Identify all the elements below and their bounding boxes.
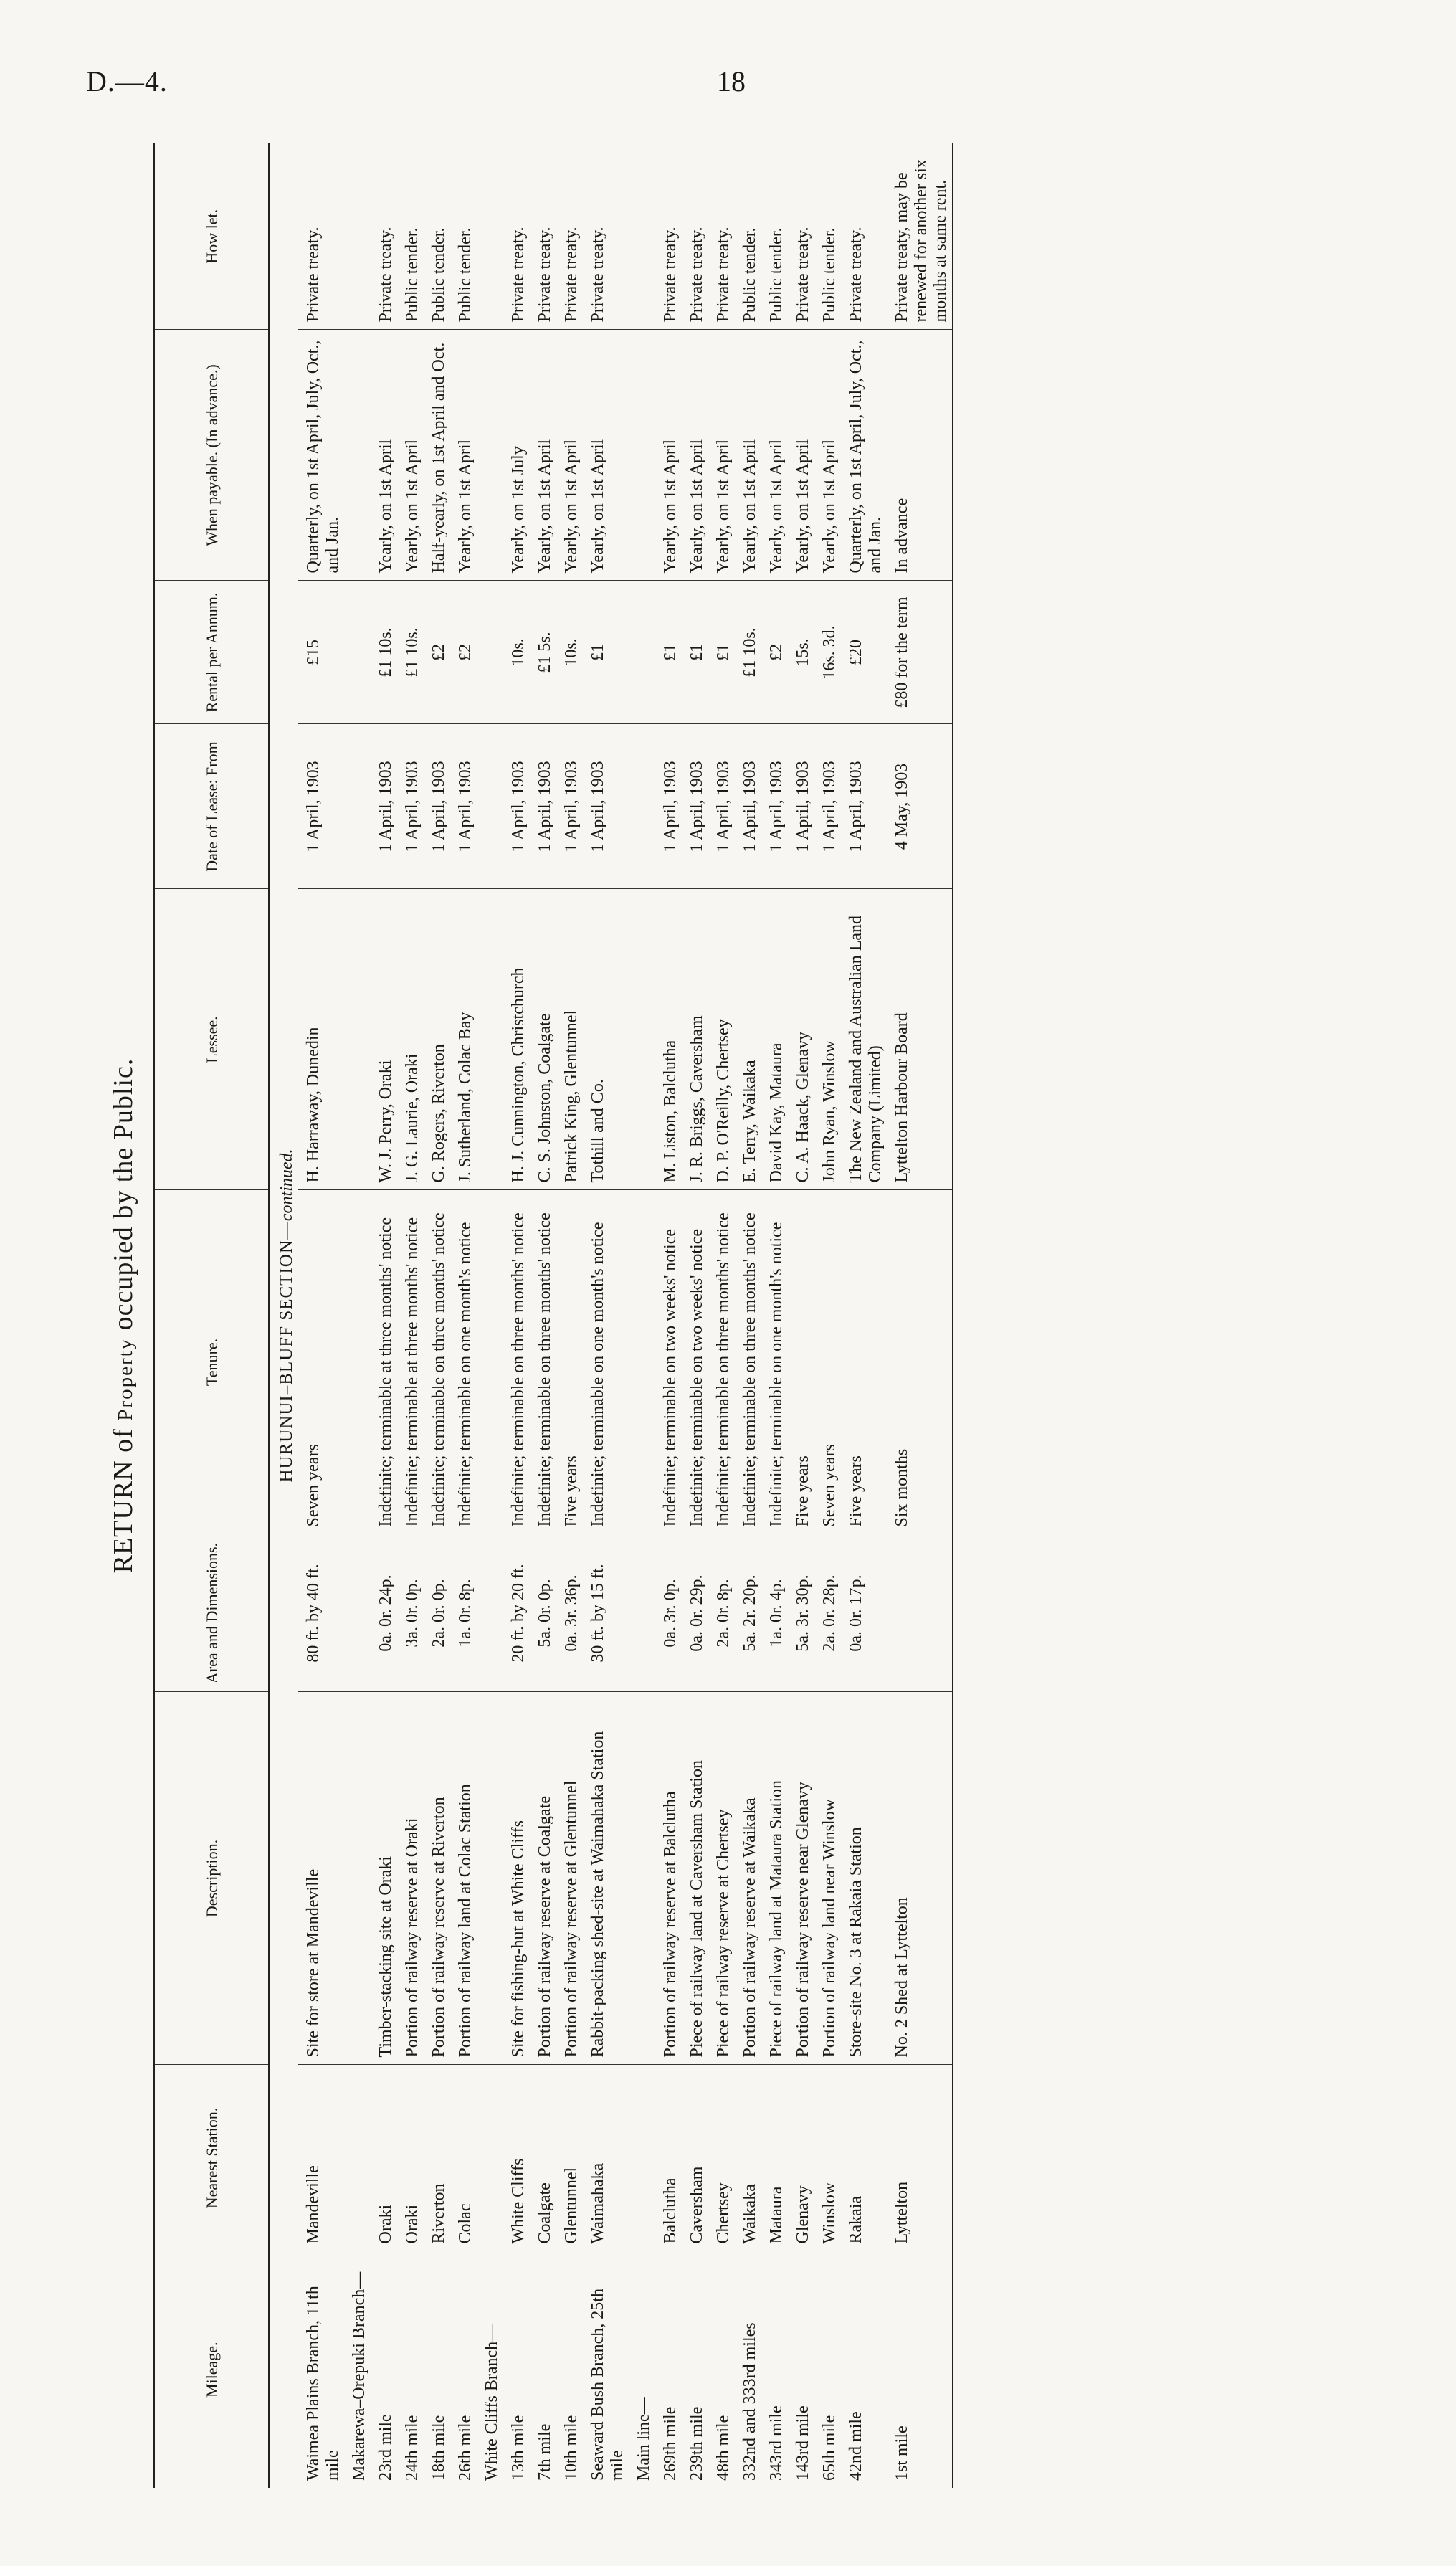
cell-nearest-station: Coalgate bbox=[530, 2065, 556, 2251]
cell-area: 0a. 0r. 17p. bbox=[841, 1534, 887, 1692]
table-row bbox=[556, 143, 583, 2488]
cell-tenure bbox=[477, 1190, 503, 1534]
cell-description bbox=[477, 1692, 503, 2065]
cell-tenure: Indefinite; terminable on two weeks' notice bbox=[655, 1190, 682, 1534]
header-mileage: Mileage. bbox=[154, 2251, 269, 2488]
cell-area: 5a. 2r. 20p. bbox=[735, 1534, 761, 1692]
cell-tenure: Five years bbox=[556, 1190, 583, 1534]
property-table bbox=[153, 143, 953, 2488]
cell-description: Portion of railway reserve at Waikaka bbox=[735, 1692, 761, 2065]
page-number: 18 bbox=[717, 65, 746, 98]
cell-lessee: G. Rogers, Riverton bbox=[424, 889, 450, 1190]
cell-nearest-station: Balclutha bbox=[655, 2065, 682, 2251]
cell-nearest-station: Glenavy bbox=[788, 2065, 814, 2251]
cell-lessee: H. Harraway, Dunedin bbox=[298, 889, 344, 1190]
cell-area: 80 ft. by 40 ft. bbox=[298, 1534, 344, 1692]
title-prefix: RETURN of bbox=[108, 1420, 138, 1574]
header-row bbox=[154, 143, 269, 2488]
cell-nearest-station: Winslow bbox=[814, 2065, 841, 2251]
cell-tenure: Indefinite; terminable on two weeks' notice bbox=[682, 1190, 708, 1534]
cell-nearest-station: Riverton bbox=[424, 2065, 450, 2251]
table-row bbox=[450, 143, 477, 2488]
cell-lessee: J. G. Laurie, Oraki bbox=[397, 889, 424, 1190]
cell-lessee: H. J. Cunnington, Christchurch bbox=[503, 889, 530, 1190]
cell-area: 1a. 0r. 4p. bbox=[761, 1534, 788, 1692]
cell-description: No. 2 Shed at Lyttelton bbox=[887, 1692, 953, 2065]
cell-mileage: Waimea Plains Branch, 11th mile bbox=[304, 2286, 342, 2481]
cell-nearest-station: Chertsey bbox=[708, 2065, 735, 2251]
cell-date-of-lease: 1 April, 1903 bbox=[761, 724, 788, 889]
title-emphasis: Property bbox=[114, 1337, 137, 1421]
cell-description: Store-site No. 3 at Rakaia Station bbox=[841, 1692, 887, 2065]
section-heading bbox=[269, 143, 298, 2488]
cell-date-of-lease: 1 April, 1903 bbox=[298, 724, 344, 889]
section-name: HURUNUI–BLUFF SECTION— bbox=[277, 1221, 296, 1483]
cell-when-payable bbox=[344, 330, 371, 581]
cell-rental: £1 10s. bbox=[735, 581, 761, 724]
cell-how-let: Private treaty. bbox=[583, 143, 629, 330]
cell-when-payable: Yearly, on 1st July bbox=[503, 330, 530, 581]
cell-description: Portion of railway reserve at Riverton bbox=[424, 1692, 450, 2065]
cell-lessee: W. J. Perry, Oraki bbox=[371, 889, 397, 1190]
cell-date-of-lease: 1 April, 1903 bbox=[708, 724, 735, 889]
header-tenure: Tenure. bbox=[154, 1190, 269, 1534]
cell-lessee: The New Zealand and Australian Land Company (Limited) bbox=[841, 889, 887, 1190]
cell-area: 5a. 0r. 0p. bbox=[530, 1534, 556, 1692]
cell-nearest-station: Mandeville bbox=[298, 2065, 344, 2251]
table-row bbox=[629, 143, 655, 2488]
document-title bbox=[93, 143, 153, 2488]
cell-how-let bbox=[477, 143, 503, 330]
cell-tenure: Indefinite; terminable on three months' notice bbox=[735, 1190, 761, 1534]
cell-nearest-station: Waimahaka bbox=[583, 2065, 629, 2251]
cell-area bbox=[629, 1534, 655, 1692]
cell-date-of-lease: 1 April, 1903 bbox=[371, 724, 397, 889]
cell-mileage: 332nd and 333rd miles bbox=[741, 2322, 759, 2481]
cell-rental: £1 bbox=[682, 581, 708, 724]
cell-rental bbox=[477, 581, 503, 724]
cell-rental bbox=[629, 581, 655, 724]
cell-how-let: Private treaty. bbox=[371, 143, 397, 330]
cell-how-let: Public tender. bbox=[450, 143, 477, 330]
cell-when-payable: In advance bbox=[887, 330, 953, 581]
table-row bbox=[887, 143, 953, 2488]
cell-how-let: Private treaty, may be renewed for another six months at same rent. bbox=[887, 143, 953, 330]
cell-description: Portion of railway land near Winslow bbox=[814, 1692, 841, 2065]
cell-area: 30 ft. by 15 ft. bbox=[583, 1534, 629, 1692]
cell-tenure: Indefinite; terminable at three months' notice bbox=[371, 1190, 397, 1534]
cell-mileage: 24th mile bbox=[403, 2415, 422, 2481]
cell-how-let: Private treaty. bbox=[788, 143, 814, 330]
cell-description: Piece of railway reserve at Chertsey bbox=[708, 1692, 735, 2065]
page-reference: D.—4. bbox=[86, 65, 168, 98]
cell-mileage: 239th mile bbox=[687, 2406, 706, 2481]
cell-when-payable bbox=[477, 330, 503, 581]
table-row bbox=[503, 143, 530, 2488]
cell-tenure: Indefinite; terminable at three months' notice bbox=[397, 1190, 424, 1534]
cell-tenure: Seven years bbox=[298, 1190, 344, 1534]
cell-description: Timber-stacking site at Oraki bbox=[371, 1692, 397, 2065]
cell-tenure: Five years bbox=[788, 1190, 814, 1534]
cell-lessee: C. A. Haack, Glenavy bbox=[788, 889, 814, 1190]
table-row bbox=[788, 143, 814, 2488]
table-row bbox=[682, 143, 708, 2488]
cell-date-of-lease: 1 April, 1903 bbox=[503, 724, 530, 889]
cell-when-payable: Yearly, on 1st April bbox=[397, 330, 424, 581]
cell-how-let: Private treaty. bbox=[556, 143, 583, 330]
cell-rental: £20 bbox=[841, 581, 887, 724]
cell-how-let: Public tender. bbox=[424, 143, 450, 330]
header-lessee: Lessee. bbox=[154, 889, 269, 1190]
cell-nearest-station: Caversham bbox=[682, 2065, 708, 2251]
cell-when-payable: Yearly, on 1st April bbox=[788, 330, 814, 581]
cell-mileage: 343rd mile bbox=[767, 2405, 786, 2481]
cell-date-of-lease: 1 April, 1903 bbox=[682, 724, 708, 889]
table-row bbox=[530, 143, 556, 2488]
cell-how-let: Public tender. bbox=[761, 143, 788, 330]
header-date-of-lease: Date of Lease: From bbox=[154, 724, 269, 889]
cell-mileage: 7th mile bbox=[536, 2423, 554, 2481]
cell-nearest-station: Waikaka bbox=[735, 2065, 761, 2251]
cell-nearest-station: White Cliffs bbox=[503, 2065, 530, 2251]
cell-mileage: 143rd mile bbox=[794, 2405, 812, 2481]
cell-description: Portion of railway reserve near Glenavy bbox=[788, 1692, 814, 2065]
table-row bbox=[371, 143, 397, 2488]
cell-date-of-lease: 1 April, 1903 bbox=[788, 724, 814, 889]
cell-rental: £1 bbox=[583, 581, 629, 724]
cell-date-of-lease: 1 April, 1903 bbox=[735, 724, 761, 889]
cell-when-payable: Yearly, on 1st April bbox=[708, 330, 735, 581]
cell-date-of-lease bbox=[477, 724, 503, 889]
cell-lessee: D. P. O'Reilly, Chertsey bbox=[708, 889, 735, 1190]
cell-lessee: C. S. Johnston, Coalgate bbox=[530, 889, 556, 1190]
cell-lessee: Patrick King, Glentunnel bbox=[556, 889, 583, 1190]
cell-description: Portion of railway reserve at Coalgate bbox=[530, 1692, 556, 2065]
cell-nearest-station: Rakaia bbox=[841, 2065, 887, 2251]
cell-date-of-lease: 1 April, 1903 bbox=[397, 724, 424, 889]
cell-tenure: Indefinite; terminable on one month's notice bbox=[761, 1190, 788, 1534]
cell-date-of-lease: 1 April, 1903 bbox=[814, 724, 841, 889]
table-row bbox=[814, 143, 841, 2488]
cell-how-let bbox=[344, 143, 371, 330]
cell-nearest-station: Oraki bbox=[371, 2065, 397, 2251]
cell-mileage: 48th mile bbox=[714, 2415, 733, 2481]
table-row bbox=[708, 143, 735, 2488]
cell-area: 0a. 3r. 36p. bbox=[556, 1534, 583, 1692]
cell-lessee: E. Terry, Waikaka bbox=[735, 889, 761, 1190]
cell-when-payable: Yearly, on 1st April bbox=[556, 330, 583, 581]
cell-rental: £1 5s. bbox=[530, 581, 556, 724]
cell-date-of-lease: 1 April, 1903 bbox=[841, 724, 887, 889]
cell-nearest-station: Glentunnel bbox=[556, 2065, 583, 2251]
cell-how-let: Private treaty. bbox=[655, 143, 682, 330]
cell-area: 20 ft. by 20 ft. bbox=[503, 1534, 530, 1692]
cell-rental: £2 bbox=[424, 581, 450, 724]
cell-mileage: 26th mile bbox=[456, 2415, 475, 2481]
cell-mileage: 13th mile bbox=[509, 2415, 528, 2481]
title-suffix: occupied by the Public. bbox=[108, 1058, 138, 1338]
table-row bbox=[397, 143, 424, 2488]
table-row bbox=[424, 143, 450, 2488]
cell-how-let: Public tender. bbox=[735, 143, 761, 330]
cell-area: 2a. 0r. 8p. bbox=[708, 1534, 735, 1692]
cell-description: Portion of railway reserve at Glentunnel bbox=[556, 1692, 583, 2065]
cell-area bbox=[344, 1534, 371, 1692]
cell-how-let: Private treaty. bbox=[503, 143, 530, 330]
cell-date-of-lease: 1 April, 1903 bbox=[424, 724, 450, 889]
cell-tenure: Indefinite; terminable on three months' notice bbox=[424, 1190, 450, 1534]
header-description: Description. bbox=[154, 1692, 269, 2065]
cell-mileage: 42nd mile bbox=[847, 2411, 865, 2481]
table-row bbox=[655, 143, 682, 2488]
cell-mileage: 18th mile bbox=[429, 2415, 448, 2481]
cell-description: Piece of railway land at Caversham Station bbox=[682, 1692, 708, 2065]
cell-when-payable: Yearly, on 1st April bbox=[814, 330, 841, 581]
cell-rental: £1 bbox=[655, 581, 682, 724]
cell-mileage: 269th mile bbox=[661, 2406, 680, 2481]
cell-description: Rabbit-packing shed-site at Waimahaka Station bbox=[583, 1692, 629, 2065]
cell-when-payable: Yearly, on 1st April bbox=[735, 330, 761, 581]
cell-tenure: Indefinite; terminable on three months' notice bbox=[530, 1190, 556, 1534]
cell-rental bbox=[344, 581, 371, 724]
cell-lessee: J. R. Briggs, Caversham bbox=[682, 889, 708, 1190]
cell-description: Piece of railway land at Mataura Station bbox=[761, 1692, 788, 2065]
header-area: Area and Dimensions. bbox=[154, 1534, 269, 1692]
cell-description: Portion of railway reserve at Oraki bbox=[397, 1692, 424, 2065]
cell-area: 2a. 0r. 0p. bbox=[424, 1534, 450, 1692]
cell-when-payable: Yearly, on 1st April bbox=[655, 330, 682, 581]
cell-when-payable: Half-yearly, on 1st April and Oct. bbox=[424, 330, 450, 581]
cell-area: 0a. 3r. 0p. bbox=[655, 1534, 682, 1692]
cell-date-of-lease: 1 April, 1903 bbox=[450, 724, 477, 889]
cell-description bbox=[629, 1692, 655, 2065]
cell-mileage: Makarewa–Orepuki Branch— bbox=[350, 2271, 368, 2481]
cell-nearest-station bbox=[629, 2065, 655, 2251]
cell-date-of-lease: 1 April, 1903 bbox=[583, 724, 629, 889]
cell-lessee: Lyttelton Harbour Board bbox=[887, 889, 953, 1190]
cell-when-payable: Yearly, on 1st April bbox=[583, 330, 629, 581]
cell-nearest-station: Mataura bbox=[761, 2065, 788, 2251]
cell-how-let: Private treaty. bbox=[298, 143, 344, 330]
cell-tenure: Six months bbox=[887, 1190, 953, 1534]
cell-rental: £2 bbox=[761, 581, 788, 724]
cell-area: 0a. 0r. 29p. bbox=[682, 1534, 708, 1692]
cell-tenure: Indefinite; terminable on three months' notice bbox=[503, 1190, 530, 1534]
cell-area: 0a. 0r. 24p. bbox=[371, 1534, 397, 1692]
cell-tenure: Indefinite; terminable on one month's notice bbox=[583, 1190, 629, 1534]
cell-area: 2a. 0r. 28p. bbox=[814, 1534, 841, 1692]
cell-date-of-lease bbox=[629, 724, 655, 889]
cell-mileage: White Cliffs Branch— bbox=[482, 2324, 501, 2481]
cell-nearest-station: Colac bbox=[450, 2065, 477, 2251]
table-row bbox=[477, 143, 503, 2488]
cell-description: Portion of railway reserve at Balclutha bbox=[655, 1692, 682, 2065]
cell-how-let: Private treaty. bbox=[708, 143, 735, 330]
table-row bbox=[841, 143, 887, 2488]
header-when-payable: When payable. (In advance.) bbox=[154, 330, 269, 581]
cell-date-of-lease: 1 April, 1903 bbox=[530, 724, 556, 889]
table-row bbox=[344, 143, 371, 2488]
cell-lessee bbox=[477, 889, 503, 1190]
cell-tenure bbox=[344, 1190, 371, 1534]
cell-rental: £80 for the term bbox=[887, 581, 953, 724]
cell-description: Site for store at Mandeville bbox=[298, 1692, 344, 2065]
cell-date-of-lease bbox=[344, 724, 371, 889]
cell-how-let: Public tender. bbox=[397, 143, 424, 330]
cell-tenure: Seven years bbox=[814, 1190, 841, 1534]
cell-date-of-lease: 1 April, 1903 bbox=[655, 724, 682, 889]
cell-how-let: Private treaty. bbox=[682, 143, 708, 330]
cell-mileage: 10th mile bbox=[562, 2415, 581, 2481]
cell-when-payable: Yearly, on 1st April bbox=[530, 330, 556, 581]
cell-when-payable: Quarterly, on 1st April, July, Oct., and Jan. bbox=[298, 330, 344, 581]
cell-how-let: Private treaty. bbox=[841, 143, 887, 330]
cell-mileage: 1st mile bbox=[887, 2251, 953, 2488]
cell-when-payable: Yearly, on 1st April bbox=[682, 330, 708, 581]
cell-how-let bbox=[629, 143, 655, 330]
cell-rental: £15 bbox=[298, 581, 344, 724]
cell-date-of-lease: 1 April, 1903 bbox=[556, 724, 583, 889]
cell-nearest-station bbox=[344, 2065, 371, 2251]
cell-description: Portion of railway land at Colac Station bbox=[450, 1692, 477, 2065]
cell-description bbox=[344, 1692, 371, 2065]
cell-area bbox=[477, 1534, 503, 1692]
cell-mileage: Main line— bbox=[634, 2397, 653, 2481]
table-row bbox=[298, 143, 344, 2488]
cell-lessee: John Ryan, Winslow bbox=[814, 889, 841, 1190]
table-row bbox=[583, 143, 629, 2488]
cell-rental: 10s. bbox=[556, 581, 583, 724]
cell-nearest-station: Lyttelton bbox=[887, 2065, 953, 2251]
cell-lessee: J. Sutherland, Colac Bay bbox=[450, 889, 477, 1190]
cell-when-payable: Yearly, on 1st April bbox=[761, 330, 788, 581]
cell-area bbox=[887, 1534, 953, 1692]
cell-area: 3a. 0r. 0p. bbox=[397, 1534, 424, 1692]
cell-when-payable: Yearly, on 1st April bbox=[371, 330, 397, 581]
cell-lessee: M. Liston, Balclutha bbox=[655, 889, 682, 1190]
cell-description: Site for fishing-hut at White Cliffs bbox=[503, 1692, 530, 2065]
cell-nearest-station bbox=[477, 2065, 503, 2251]
cell-how-let: Public tender. bbox=[814, 143, 841, 330]
cell-when-payable bbox=[629, 330, 655, 581]
cell-rental: £2 bbox=[450, 581, 477, 724]
cell-date-of-lease: 4 May, 1903 bbox=[887, 724, 953, 889]
section-row bbox=[269, 143, 298, 2488]
cell-area: 1a. 0r. 8p. bbox=[450, 1534, 477, 1692]
cell-lessee: Tothill and Co. bbox=[583, 889, 629, 1190]
cell-tenure: Indefinite; terminable on one month's notice bbox=[450, 1190, 477, 1534]
cell-rental: £1 10s. bbox=[371, 581, 397, 724]
header-how-let: How let. bbox=[154, 143, 269, 330]
cell-when-payable: Yearly, on 1st April bbox=[450, 330, 477, 581]
cell-tenure: Five years bbox=[841, 1190, 887, 1534]
cell-tenure: Indefinite; terminable on three months' notice bbox=[708, 1190, 735, 1534]
cell-rental: 10s. bbox=[503, 581, 530, 724]
cell-tenure bbox=[629, 1190, 655, 1534]
cell-mileage: Seaward Bush Branch, 25th mile bbox=[589, 2289, 627, 2481]
cell-nearest-station: Oraki bbox=[397, 2065, 424, 2251]
table-row bbox=[761, 143, 788, 2488]
header-rental: Rental per Annum. bbox=[154, 581, 269, 724]
rotated-page-content bbox=[93, 143, 1405, 2488]
cell-rental: 15s. bbox=[788, 581, 814, 724]
cell-rental: 16s. 3d. bbox=[814, 581, 841, 724]
cell-rental: £1 10s. bbox=[397, 581, 424, 724]
cell-lessee bbox=[344, 889, 371, 1190]
section-continued: continued. bbox=[277, 1149, 296, 1222]
cell-rental: £1 bbox=[708, 581, 735, 724]
cell-lessee: David Kay, Mataura bbox=[761, 889, 788, 1190]
cell-mileage: 65th mile bbox=[820, 2415, 839, 2481]
header-nearest-station: Nearest Station. bbox=[154, 2065, 269, 2251]
cell-when-payable: Quarterly, on 1st April, July, Oct., and Jan. bbox=[841, 330, 887, 581]
cell-lessee bbox=[629, 889, 655, 1190]
cell-how-let: Private treaty. bbox=[530, 143, 556, 330]
cell-mileage: 23rd mile bbox=[376, 2414, 395, 2481]
table-row bbox=[735, 143, 761, 2488]
cell-area: 5a. 3r. 30p. bbox=[788, 1534, 814, 1692]
